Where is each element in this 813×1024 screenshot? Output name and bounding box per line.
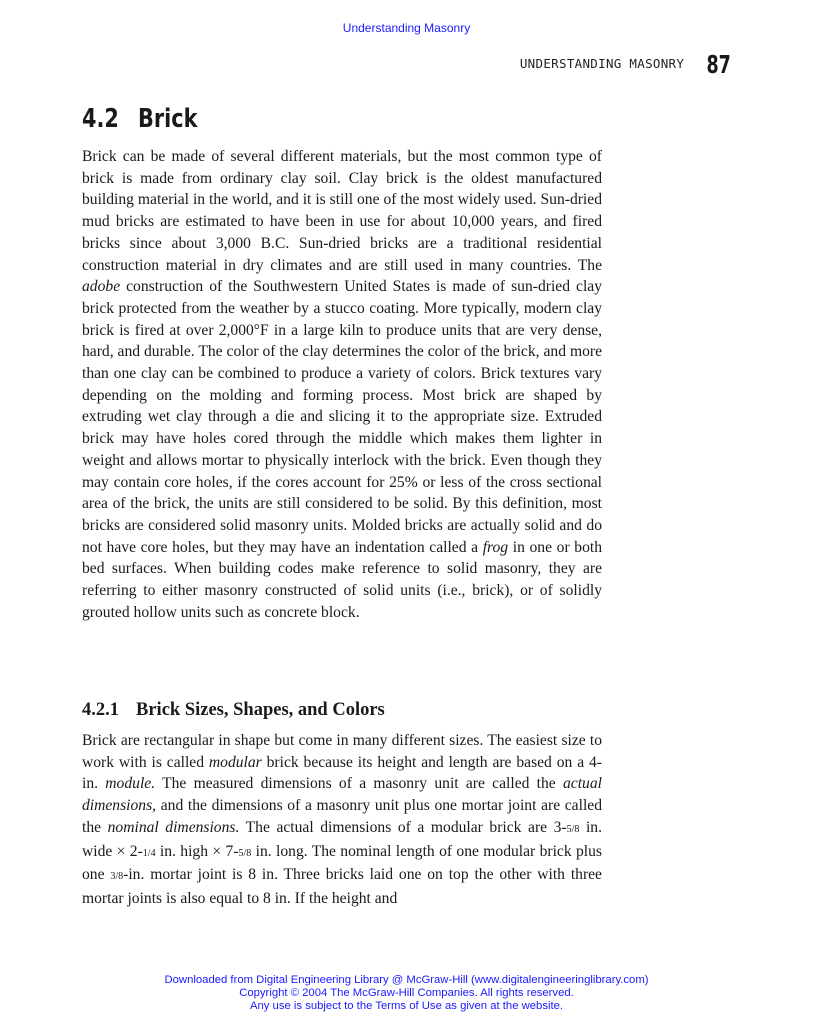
paragraph-text: construction of the Southwestern United States is made of sun-dried clay brick protected from the weather by a stucco coating. More typically, modern clay brick is fired at over 2,000°F in a large kiln to produce units that are very dense, hard, and durable. The color of the clay determines the color of the brick, and more than one clay can be combined to produce a variety of colors. Brick textures vary depending on the molding and forming process. Most brick are shaped by extruding wet clay through a die and slicing it to the appropriate size. Extruded brick may have holes cored through the middle which makes them lighter in weight and allows mortar to physically interlock with the brick. Even though they may contain core holes, if the cores account for 25% or less of the cross sectional area of the brick, the units are still considered to be solid. By this definition, most bricks are considered solid masonry units. Molded bricks are actually solid and do not have core holes, but they may have an indentation called a — [82, 278, 602, 556]
term-adobe: adobe — [82, 278, 121, 296]
term-module: module. — [105, 775, 156, 793]
fraction: 5/8 — [566, 823, 580, 835]
paragraph-text: Brick can be made of several different materials, but the most common type of brick is made from ordinary clay soil. Clay brick is the oldest manufactured building material in the world, and it is still one of the most widely used. Sun-dried mud bricks are estimated to have been in use for about 10,000 years, and fired bricks since about 3,000 B.C. Sun-dried bricks are a traditional residential construction material in dry climates and are still used in many countries. The — [82, 148, 602, 274]
body-paragraph-1 — [82, 146, 602, 623]
paragraph-text: and the dimensions of a masonry unit plus one mortar joint are called the — [82, 797, 602, 836]
page-number: 87 — [706, 50, 731, 79]
section-title: Brick — [138, 104, 198, 134]
paragraph-text: brick because its height and length are based on a 4-in. — [82, 753, 602, 793]
top-book-link[interactable]: Understanding Masonry — [342, 21, 471, 35]
paragraph-text: The measured dimensions of a masonry unit are called the — [155, 775, 563, 793]
body-paragraph-2 — [82, 730, 602, 910]
fraction: 1/4 — [142, 847, 156, 859]
paragraph-text: in. wide × 2- — [82, 818, 602, 860]
page-footer — [0, 974, 813, 1013]
term-modular: modular — [208, 753, 262, 771]
subsection-title: Brick Sizes, Shapes, and Colors — [136, 700, 385, 720]
term-frog: frog — [482, 538, 509, 556]
fraction: 5/8 — [238, 847, 252, 859]
footer-copyright: Copyright © 2004 The McGraw-Hill Companies. All rights reserved. — [239, 987, 574, 999]
paragraph-text: -in. mortar joint is 8 in. Three bricks laid one on top the other with three mortar joints is also equal to 8 in. If the height and — [82, 866, 602, 907]
paragraph-text: in. long. The nominal length of one modular brick plus one — [82, 842, 602, 884]
paragraph-text: in. high × 7- — [155, 842, 239, 860]
paragraph-text: The actual dimensions of a modular brick are 3- — [239, 818, 567, 836]
paragraph-text: in one or both bed surfaces. When building codes make reference to solid masonry, they are referring to either masonry constructed of solid units (i.e., brick), or of solidly grouted hollow units such as concrete block. — [82, 538, 602, 621]
fraction: 3/8 — [110, 871, 124, 883]
term-nominal-dimensions: nominal dimensions. — [107, 818, 240, 836]
footer-terms[interactable]: Any use is subject to the Terms of Use as given at the website. — [249, 1000, 564, 1012]
running-head — [520, 52, 731, 77]
paragraph-text: Brick are rectangular in shape but come in many different sizes. The easiest size to work with is called — [82, 732, 602, 771]
term-actual-dimensions: actual dimensions, — [82, 775, 602, 815]
footer-download-link[interactable]: Downloaded from Digital Engineering Library @ McGraw-Hill (www.digitalengineeringlibrary.com) — [164, 974, 649, 986]
running-head-title: UNDERSTANDING MASONRY — [519, 56, 685, 71]
subsection-heading — [82, 700, 385, 721]
section-number: 4.2 — [82, 104, 119, 134]
subsection-number: 4.2.1 — [82, 700, 119, 720]
section-heading — [82, 104, 197, 134]
